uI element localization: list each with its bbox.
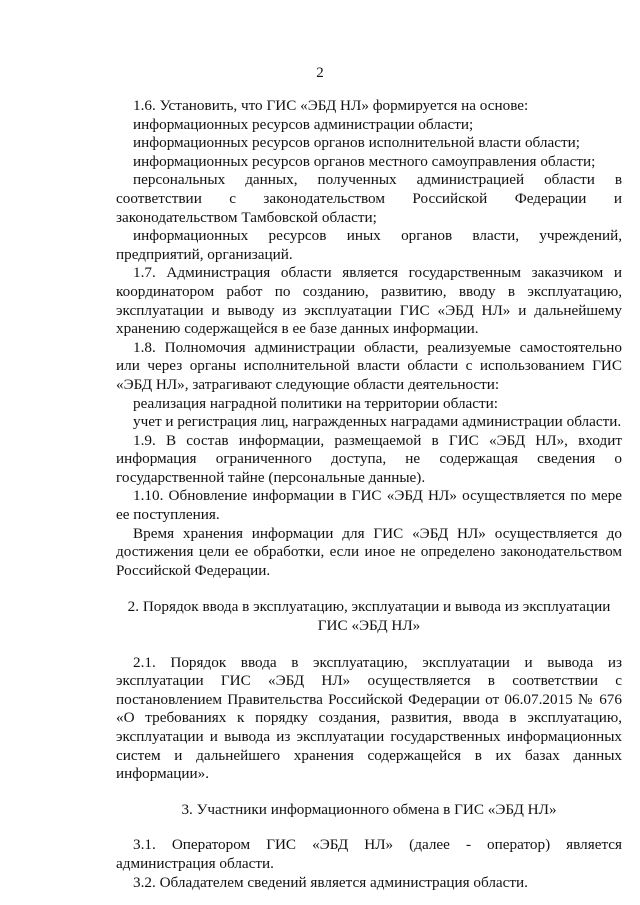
paragraph-1-7: 1.7. Администрация области является государственным заказчиком и координатором работ по созданию, развитию, вводу в эксплуатацию, эксплуатации и выводу из эксплуатации ГИС «ЭБД НЛ» и дальнейшему хранению содержащейся в ее базе данных информации. [116, 264, 622, 338]
section-gap [116, 636, 622, 654]
paragraph-storage-time: Время хранения информации для ГИС «ЭБД НЛ» осуществляется до достижения цели ее обработки, если иное не определено законодательством Российской Федерации. [116, 524, 622, 579]
list-item-executive-resources: информационных ресурсов органов исполнительной власти области; [133, 134, 580, 152]
section-gap [116, 784, 622, 801]
paragraph-1-8: 1.8. Полномочия администрации области, реализуемые самостоятельно или через органы исполнительной власти области с использованием ГИС «ЭБД НЛ», затрагивают следующие области деятельности: [116, 338, 622, 393]
list-item-local-resources: информационных ресурсов органов местного самоуправления области; [133, 152, 596, 170]
list-item-registration: учет и регистрация лиц, награжденных наградами администрации области. [133, 413, 622, 431]
page-number: 2 [316, 65, 324, 81]
paragraph-1-6: 1.6. Установить, что ГИС «ЭБД НЛ» формируется на основе: [133, 97, 529, 114]
paragraph-3-1: 3.1. Оператором ГИС «ЭБД НЛ» (далее - оператор) является администрация области. [116, 836, 622, 872]
paragraph-2-1: 2.1. Порядок ввода в эксплуатацию, эксплуатации и вывода из эксплуатации ГИС «ЭБД НЛ» осуществляется в соответствии с постановлением Правительства Российской Федерации от 06.07.2015 № 676 «О требованиях к порядку создания, развития, ввода в эксплуатацию, эксплуатации и вывода из эксплуатации государственных информационных систем и дальнейшего хранения содержащейся в их базах данных информации». [116, 653, 622, 783]
paragraph-3-2: 3.2. Обладателем сведений является администрация области. [133, 873, 528, 891]
paragraph-1-10: 1.10. Обновление информации в ГИС «ЭБД НЛ» осуществляется по мере ее поступления. [116, 487, 622, 524]
list-item-admin-resources: информационных ресурсов администрации области; [133, 115, 474, 133]
section-gap [116, 580, 622, 598]
document-body [116, 97, 622, 892]
section-heading-3: 3. Участники информационного обмена в ГИС «ЭБД НЛ» [181, 800, 557, 818]
list-item-other-resources: информационных ресурсов иных органов власти, учреждений, предприятий, организаций. [116, 227, 622, 263]
section-gap [116, 819, 622, 836]
list-item-personal-data: персональных данных, полученных администрацией области в соответствии с законодательством Российской Федерации и законодательством Тамбовской области; [116, 171, 622, 226]
paragraph-1-9: 1.9. В состав информации, размещаемой в ГИС «ЭБД НЛ», входит информация ограниченного доступа, не содержащая сведения о государственной тайне (персональные данные). [116, 431, 622, 486]
list-item-award-policy: реализация наградной политики на территории области: [133, 394, 499, 412]
section-heading-2: 2. Порядок ввода в эксплуатацию, эксплуатации и вывода из эксплуатации ГИС «ЭБД НЛ» [127, 598, 611, 635]
